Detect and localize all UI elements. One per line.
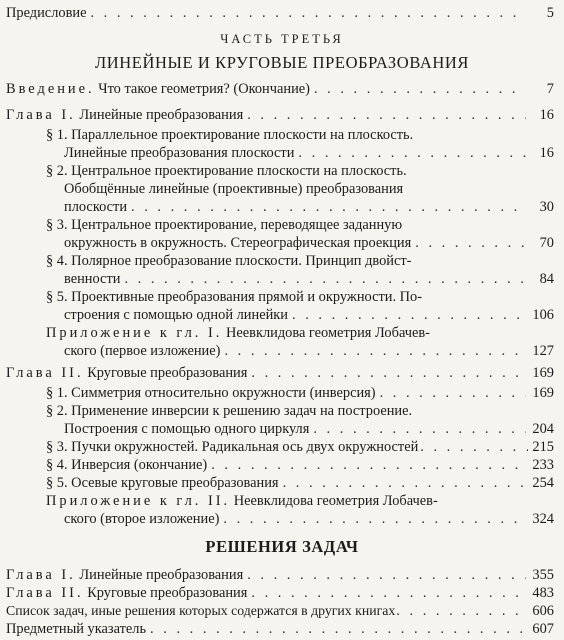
entry-title: Список задач, иные решения которых содержатся в других книгах (6, 603, 396, 618)
section-4-line-1: § 4. Полярное преобразование плоскости. Принцип двойст- (46, 253, 412, 269)
leader-dots (124, 270, 526, 288)
leader-dots (224, 342, 526, 360)
page-number: 5 (546, 5, 554, 21)
leader-dots (313, 420, 526, 438)
leader-dots (314, 80, 526, 98)
page-number: 7 (546, 81, 554, 97)
toc-entry-ch2-section-1 (46, 384, 564, 402)
section-1-line-1: § 1. Параллельное проектирование плоскости на плоскость. (46, 127, 414, 143)
toc-entry-ch2-section-4 (46, 456, 564, 474)
entry-title: Построения с помощью одного циркуля (64, 421, 310, 437)
entry-title: Неевклидова геометрия Лобачев- (233, 493, 438, 509)
leader-dots (211, 456, 526, 474)
page-number: 483 (532, 585, 554, 601)
page-number: 355 (532, 567, 554, 583)
entry-title: § 1. Симметрия относительно окружности (инверсия) (46, 385, 376, 401)
page-number: 16 (539, 145, 554, 161)
toc-entry-ch1-section-5 (64, 306, 564, 324)
toc-entry-ch1-section-1 (64, 144, 564, 162)
ch2-section-2-line-1: § 2. Применение инверсии к решению задач на построение. (46, 403, 413, 419)
entry-label: Глава I. (6, 567, 76, 583)
entry-label: Глава I. (6, 107, 76, 123)
toc-entry-index (6, 620, 564, 638)
toc-entry-ch2-section-2 (64, 420, 564, 438)
entry-title: ского (первое изложение) (64, 343, 221, 359)
toc-entry-intro (6, 80, 564, 98)
toc-entry-chapter-2 (6, 364, 564, 382)
leader-dots (415, 234, 526, 252)
appendix-2-line-1 (46, 492, 564, 510)
entry-title: венности (64, 271, 121, 287)
entry-title: Линейные преобразования (79, 107, 244, 123)
toc-entry-ch1-section-3 (64, 234, 564, 252)
leader-dots (247, 566, 526, 584)
entry-title: Предисловие (6, 5, 87, 21)
entry-title: Линейные преобразования (79, 567, 244, 583)
leader-dots (292, 306, 526, 324)
page-number: 607 (532, 621, 554, 637)
page-number: 16 (539, 107, 554, 123)
entry-title: Круговые преобразования (87, 585, 248, 601)
page-number: 254 (532, 475, 554, 491)
entry-title: Неевклидова геометрия Лобачев- (225, 325, 430, 341)
leader-dots (420, 438, 528, 456)
entry-title: строения с помощью одной линейки (64, 307, 288, 323)
entry-label: Приложение к гл. II. (46, 493, 231, 509)
section-2-line-1: § 2. Центральное проектирование плоскости на плоскость. (46, 163, 407, 179)
section-3-line-1: § 3. Центральное проектирование, переводящее заданную (46, 217, 403, 233)
leader-dots (150, 620, 526, 638)
entry-title: окружность в окружность. Стереографическая проекция (64, 235, 412, 251)
toc-entry-ch1-section-4 (64, 270, 564, 288)
page-number: 169 (532, 365, 554, 381)
entry-title: Что такое геометрия? (Окончание) (98, 81, 310, 97)
toc-entry-solutions-ch1 (6, 566, 564, 584)
page-number: 169 (532, 385, 554, 401)
toc-entry-ch2-appendix (64, 510, 564, 528)
page-number: 30 (539, 199, 554, 215)
leader-dots (298, 144, 526, 162)
section-2-line-2: Обобщённые линейные (проективные) преобразования (64, 181, 404, 197)
toc-entry-ch1-section-2 (64, 198, 564, 216)
entry-title: § 4. Инверсия (окончание) (46, 457, 208, 473)
leader-dots (131, 198, 526, 216)
entry-label: Приложение к гл. I. (46, 325, 223, 341)
entry-title: плоскости (64, 199, 128, 215)
entry-title: § 5. Осевые круговые преобразования (46, 475, 279, 491)
page-number: 70 (539, 235, 554, 251)
section-5-line-1: § 5. Проективные преобразования прямой и окружности. По- (46, 289, 423, 305)
entry-label: Глава II. (6, 585, 84, 601)
leader-dots (251, 584, 526, 602)
entry-label: Глава II. (6, 365, 84, 381)
page-number: 127 (532, 343, 554, 359)
page-number: 204 (532, 421, 554, 437)
toc-entry-ch2-section-3 (46, 438, 564, 456)
entry-title: Линейные преобразования плоскости (64, 145, 295, 161)
leader-dots (251, 364, 526, 382)
leader-dots (223, 510, 526, 528)
leader-dots (247, 106, 526, 124)
toc-entry-solutions-ch2 (6, 584, 564, 602)
toc-entry-preface (6, 4, 564, 22)
leader-dots (380, 384, 526, 402)
leader-dots (396, 602, 529, 620)
leader-dots (283, 474, 526, 492)
page-number: 606 (532, 603, 554, 619)
solutions-heading: РЕШЕНИЯ ЗАДАЧ (205, 537, 359, 556)
entry-title: Предметный указатель (6, 621, 147, 637)
appendix-1-line-1 (46, 324, 564, 342)
toc-entry-other-books (6, 602, 564, 620)
page-number: 106 (532, 307, 554, 323)
toc-entry-ch1-appendix (64, 342, 564, 360)
entry-title: Круговые преобразования (87, 365, 248, 381)
page-number: 215 (532, 439, 554, 455)
page-number: 84 (539, 271, 554, 287)
entry-title: § 3. Пучки окружностей. Радикальная ось двух окружностей (46, 439, 419, 455)
leader-dots (90, 4, 526, 22)
entry-label: Введение. (6, 81, 95, 97)
part-title: ЛИНЕЙНЫЕ И КРУГОВЫЕ ПРЕОБРАЗОВАНИЯ (94, 53, 470, 72)
toc-entry-ch2-section-5 (46, 474, 564, 492)
entry-title: ского (второе изложение) (64, 511, 220, 527)
part-label: ЧАСТЬ ТРЕТЬЯ (220, 32, 344, 46)
page-number: 233 (532, 457, 554, 473)
toc-entry-chapter-1 (6, 106, 564, 124)
page-number: 324 (532, 511, 554, 527)
